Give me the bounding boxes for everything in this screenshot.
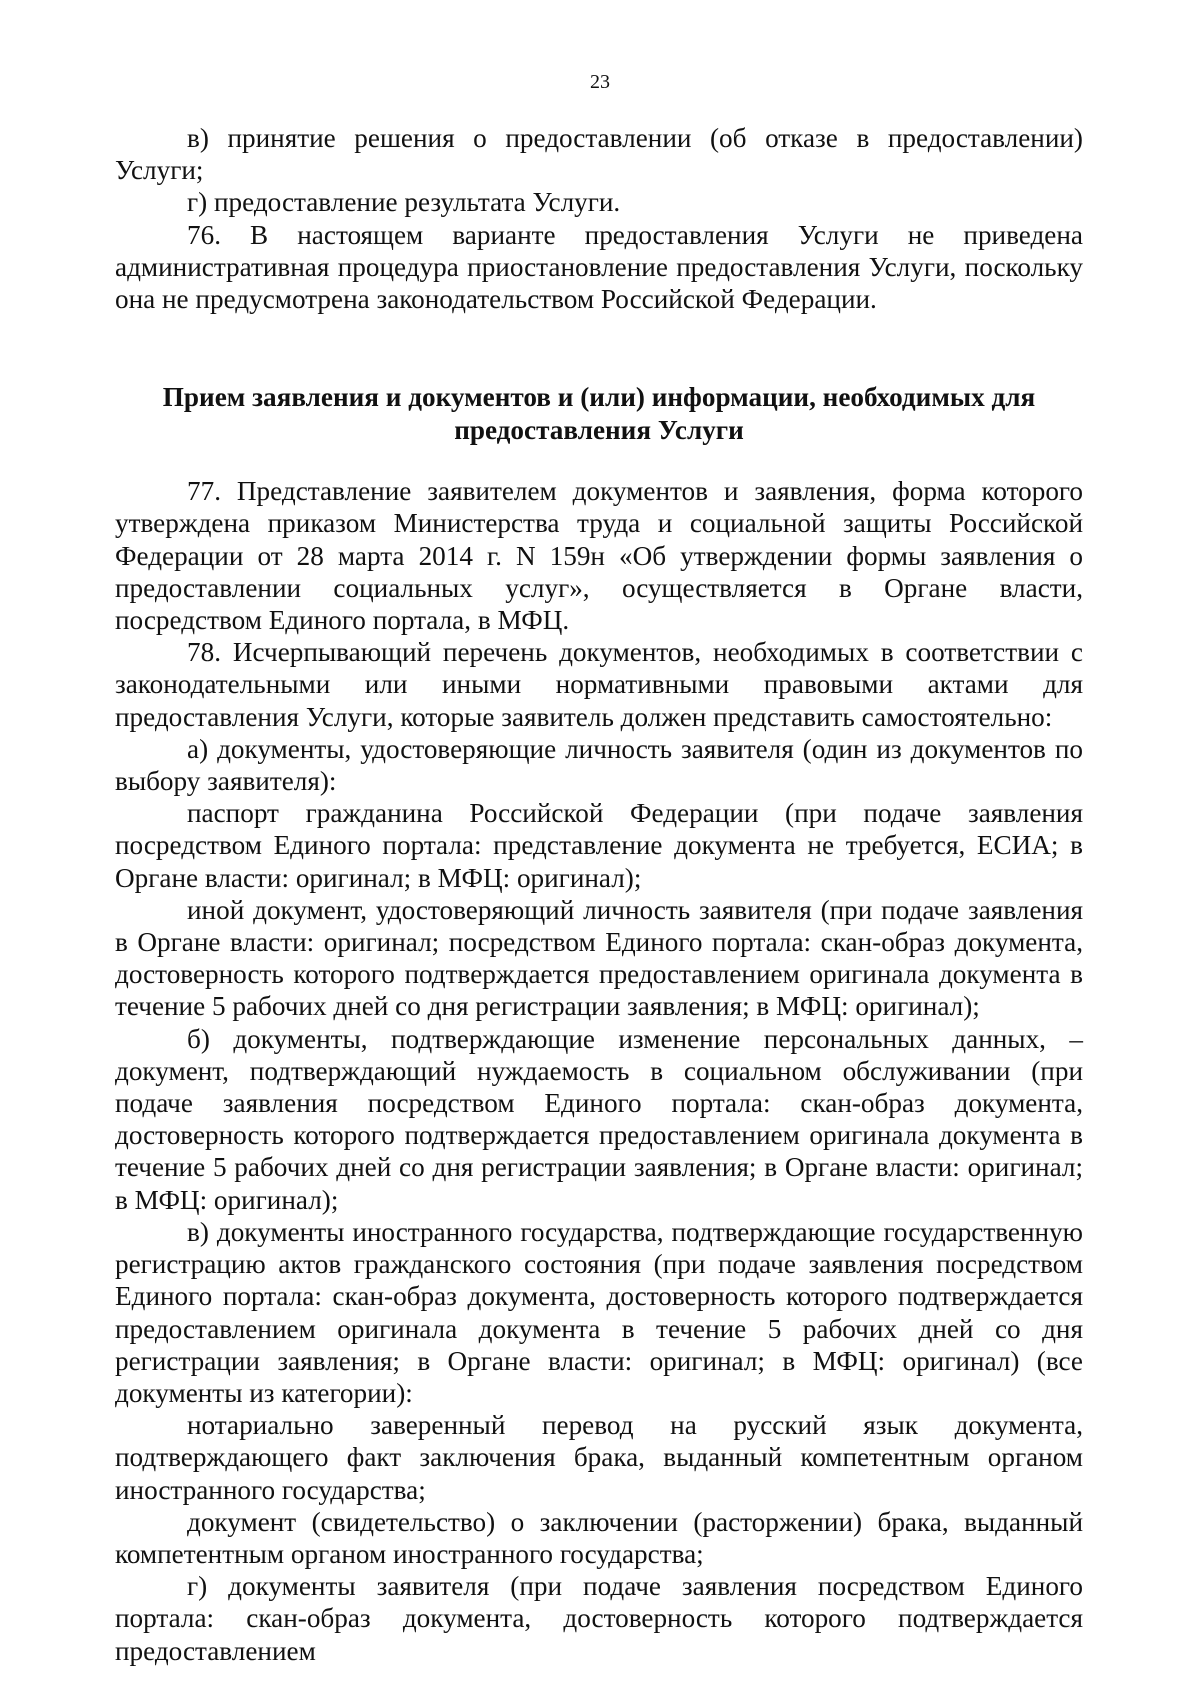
paragraph-item-v-foreign-documents: в) документы иностранного государства, подтверждающие государственную регистрацию актов гражданского состояния (при подаче заявления посредством Единого портала: скан-образ документа, достоверность которого подтверждается предоставлением оригинала документа в течение 5 рабочих дней со дня регистрации заявления; в Органе власти: оригинал; в МФЦ: оригинал) (все документы из категории): [115, 1216, 1083, 1408]
section-heading: Прием заявления и документов и (или) информации, необходимых для предоставления Услуги [162, 382, 1036, 446]
paragraph-passport: паспорт гражданина Российской Федерации (при подаче заявления посредством Единого портала: представление документа не требуется, ЕСИА; в Органе власти: оригинал; в МФЦ: оригинал); [115, 798, 1083, 893]
document-body [115, 122, 1083, 1667]
paragraph-item-g-documents: г) документы заявителя (при подаче заявления посредством Единого портала: скан-образ документа, достоверность которого подтверждается предоставлением [115, 1571, 1083, 1666]
paragraph-marriage-certificate: документ (свидетельство) о заключении (расторжении) брака, выданный компетентным органом иностранного государства; [115, 1506, 1083, 1569]
paragraph-item-g: г) предоставление результата Услуги. [187, 187, 621, 218]
paragraph-item-v: в) принятие решения о предоставлении (об отказе в предоставлении) Услуги; [115, 123, 1083, 186]
paragraph-other-identity-document: иной документ, удостоверяющий личность заявителя (при подаче заявления в Органе власти: оригинал; посредством Единого портала: скан-образ документа, достоверность которого подтверждается предоставлением оригинала документа в течение 5 рабочих дней со дня регистрации заявления; в МФЦ: оригинал); [115, 894, 1083, 1022]
paragraph-notarized-translation: нотариально заверенный перевод на русский язык документа, подтверждающего факт заключения брака, выданный компетентным органом иностранного государства; [115, 1410, 1083, 1505]
paragraph-item-a: а) документы, удостоверяющие личность заявителя (один из документов по выбору заявителя): [115, 733, 1083, 797]
page-number: 23 [590, 71, 610, 93]
paragraph-78: 78. Исчерпывающий перечень документов, необходимых в соответствии с законодательными или иными нормативными правовыми актами для предоставления Услуги, которые заявитель должен представить самостоятельно: [115, 637, 1083, 732]
paragraph-76: 76. В настоящем варианте предоставления Услуги не приведена административная процедура приостановление предоставления Услуги, поскольку она не предусмотрена законодательством Российской Федерации. [115, 219, 1083, 315]
paragraph-77: 77. Представление заявителем документов и заявления, форма которого утверждена приказом Министерства труда и социальной защиты Российской Федерации от 28 марта 2014 г. N 159н «Об утверждении формы заявления о предоставлении социальных услуг», осуществляется в Органе власти, посредством Единого портала, в МФЦ. [115, 476, 1083, 636]
paragraph-item-b: б) документы, подтверждающие изменение персональных данных, – документ, подтверждающий нуждаемость в социальном обслуживании (при подаче заявления посредством Единого портала: скан-образ документа, достоверность которого подтверждается предоставлением оригинала документа в течение 5 рабочих дней со дня регистрации заявления; в Органе власти: оригинал; в МФЦ: оригинал); [115, 1023, 1083, 1215]
